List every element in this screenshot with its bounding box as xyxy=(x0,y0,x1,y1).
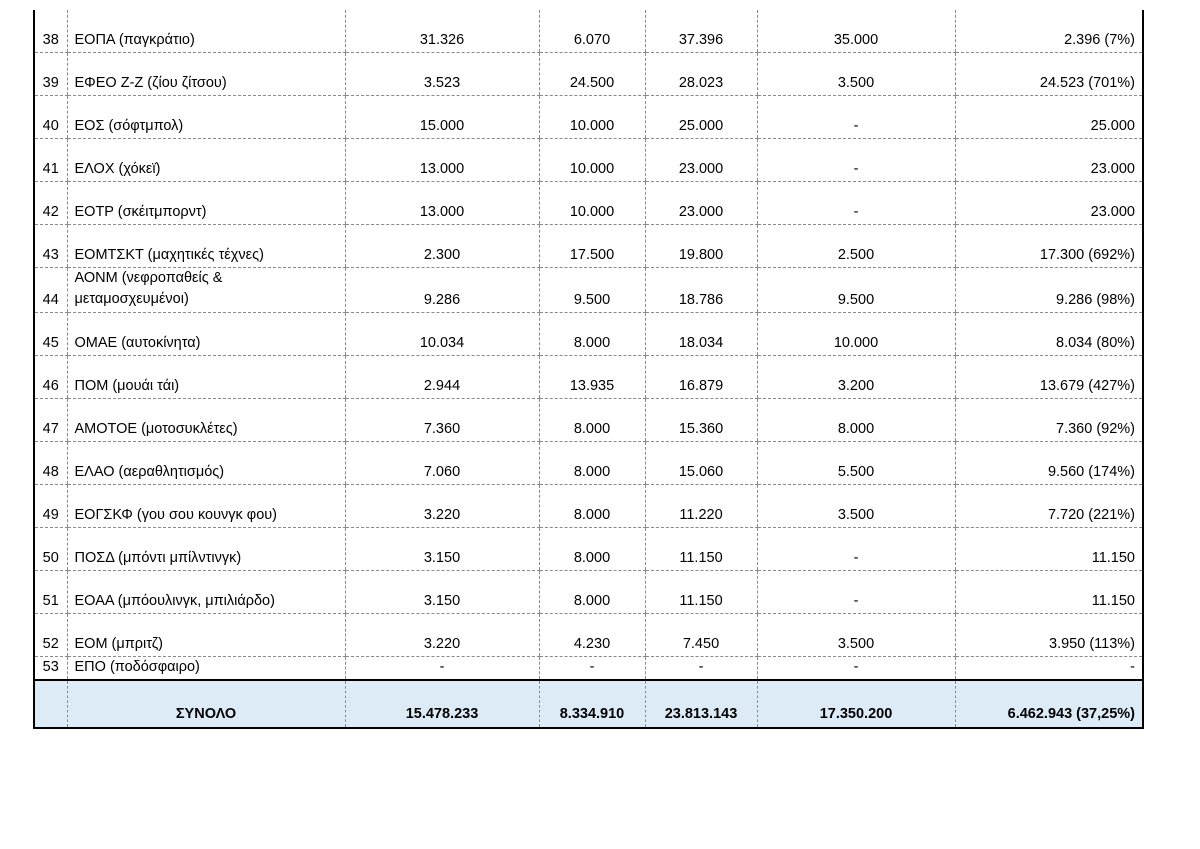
federation-name: ΑΜΟΤΟΕ (μοτοσυκλέτες) xyxy=(67,399,345,442)
row-number: 45 xyxy=(34,313,67,356)
table-row xyxy=(34,442,1143,485)
value-col-d: 3.500 xyxy=(757,53,955,96)
value-col-d: 5.500 xyxy=(757,442,955,485)
value-col-a: 3.220 xyxy=(345,485,539,528)
value-col-e: 9.560 (174%) xyxy=(955,442,1143,485)
value-col-b: 6.070 xyxy=(539,10,645,53)
table-row xyxy=(34,10,1143,53)
table-row xyxy=(34,313,1143,356)
value-col-b: 17.500 xyxy=(539,225,645,268)
table-row xyxy=(34,53,1143,96)
row-number: 49 xyxy=(34,485,67,528)
value-col-d: 2.500 xyxy=(757,225,955,268)
federation-name: ΕΛΟΧ (χόκεϊ) xyxy=(67,139,345,182)
value-col-d: 10.000 xyxy=(757,313,955,356)
table-row xyxy=(34,485,1143,528)
value-col-a: 7.360 xyxy=(345,399,539,442)
total-col-d: 17.350.200 xyxy=(757,680,955,728)
federation-name: ΕΟΤΡ (σκέιτμπορντ) xyxy=(67,182,345,225)
value-col-a: 3.150 xyxy=(345,528,539,571)
row-number: 48 xyxy=(34,442,67,485)
federation-name: ΕΦΕΟ Ζ-Ζ (ζίου ζίτσου) xyxy=(67,53,345,96)
table-row xyxy=(34,571,1143,614)
value-col-a: 2.300 xyxy=(345,225,539,268)
total-row xyxy=(34,680,1143,728)
value-col-d: 8.000 xyxy=(757,399,955,442)
value-col-e: 13.679 (427%) xyxy=(955,356,1143,399)
value-col-d: - xyxy=(757,657,955,681)
federation-name: ΑΟΝΜ (νεφροπαθείς & μεταμοσχευμένοι) xyxy=(67,268,345,313)
row-number: 50 xyxy=(34,528,67,571)
federation-name: ΠΟΣΔ (μπόντι μπίλντινγκ) xyxy=(67,528,345,571)
table-row xyxy=(34,96,1143,139)
value-col-c: 25.000 xyxy=(645,96,757,139)
value-col-c: 11.150 xyxy=(645,528,757,571)
value-col-c: 11.220 xyxy=(645,485,757,528)
value-col-a: 13.000 xyxy=(345,139,539,182)
table-row xyxy=(34,528,1143,571)
value-col-c: 11.150 xyxy=(645,571,757,614)
value-col-a: 7.060 xyxy=(345,442,539,485)
table-row xyxy=(34,614,1143,657)
value-col-b: 10.000 xyxy=(539,182,645,225)
row-number: 42 xyxy=(34,182,67,225)
value-col-c: 28.023 xyxy=(645,53,757,96)
value-col-e: 23.000 xyxy=(955,139,1143,182)
federation-name: ΕΟΓΣΚΦ (γου σου κουνγκ φου) xyxy=(67,485,345,528)
table-row xyxy=(34,139,1143,182)
row-number: 43 xyxy=(34,225,67,268)
value-col-c: 7.450 xyxy=(645,614,757,657)
value-col-d: - xyxy=(757,182,955,225)
value-col-c: 23.000 xyxy=(645,182,757,225)
value-col-b: 8.000 xyxy=(539,485,645,528)
row-number: 53 xyxy=(34,657,67,681)
federation-name: ΕΠΟ (ποδόσφαιρο) xyxy=(67,657,345,681)
value-col-e: 8.034 (80%) xyxy=(955,313,1143,356)
value-col-e: 7.720 (221%) xyxy=(955,485,1143,528)
value-col-d: 35.000 xyxy=(757,10,955,53)
row-number: 38 xyxy=(34,10,67,53)
value-col-a: - xyxy=(345,657,539,681)
value-col-e: 7.360 (92%) xyxy=(955,399,1143,442)
total-col-b: 8.334.910 xyxy=(539,680,645,728)
row-number: 51 xyxy=(34,571,67,614)
value-col-e: 9.286 (98%) xyxy=(955,268,1143,313)
value-col-d: 9.500 xyxy=(757,268,955,313)
value-col-d: 3.500 xyxy=(757,485,955,528)
federation-name: ΕΟΑΑ (μπόουλινγκ, μπιλιάρδο) xyxy=(67,571,345,614)
total-col-e: 6.462.943 (37,25%) xyxy=(955,680,1143,728)
row-number: 46 xyxy=(34,356,67,399)
total-col-a: 15.478.233 xyxy=(345,680,539,728)
value-col-c: - xyxy=(645,657,757,681)
federation-name: ΠΟΜ (μουάι τάι) xyxy=(67,356,345,399)
value-col-e: - xyxy=(955,657,1143,681)
spreadsheet-page xyxy=(33,10,1142,729)
value-col-e: 2.396 (7%) xyxy=(955,10,1143,53)
value-col-a: 2.944 xyxy=(345,356,539,399)
value-col-b: 8.000 xyxy=(539,442,645,485)
value-col-c: 16.879 xyxy=(645,356,757,399)
value-col-e: 11.150 xyxy=(955,571,1143,614)
value-col-a: 3.150 xyxy=(345,571,539,614)
value-col-e: 3.950 (113%) xyxy=(955,614,1143,657)
value-col-c: 19.800 xyxy=(645,225,757,268)
total-number-cell xyxy=(34,680,67,728)
table-row xyxy=(34,356,1143,399)
value-col-b: 8.000 xyxy=(539,399,645,442)
table-row xyxy=(34,225,1143,268)
value-col-a: 31.326 xyxy=(345,10,539,53)
value-col-b: 24.500 xyxy=(539,53,645,96)
value-col-c: 23.000 xyxy=(645,139,757,182)
value-col-d: 3.500 xyxy=(757,614,955,657)
row-number: 52 xyxy=(34,614,67,657)
value-col-d: - xyxy=(757,571,955,614)
federation-name: ΕΟΣ (σόφτμπολ) xyxy=(67,96,345,139)
value-col-b: 10.000 xyxy=(539,96,645,139)
value-col-d: - xyxy=(757,96,955,139)
row-number: 47 xyxy=(34,399,67,442)
value-col-d: 3.200 xyxy=(757,356,955,399)
row-number: 41 xyxy=(34,139,67,182)
value-col-e: 24.523 (701%) xyxy=(955,53,1143,96)
row-number: 44 xyxy=(34,268,67,313)
federation-budget-table xyxy=(33,10,1144,729)
total-col-c: 23.813.143 xyxy=(645,680,757,728)
table-row xyxy=(34,182,1143,225)
value-col-c: 37.396 xyxy=(645,10,757,53)
federation-name: ΟΜΑΕ (αυτοκίνητα) xyxy=(67,313,345,356)
value-col-b: 9.500 xyxy=(539,268,645,313)
value-col-e: 17.300 (692%) xyxy=(955,225,1143,268)
federation-name: ΕΟΜΤΣΚΤ (μαχητικές τέχνες) xyxy=(67,225,345,268)
total-label: ΣΥΝΟΛΟ xyxy=(67,680,345,728)
row-number: 40 xyxy=(34,96,67,139)
value-col-c: 18.786 xyxy=(645,268,757,313)
value-col-e: 11.150 xyxy=(955,528,1143,571)
value-col-c: 15.360 xyxy=(645,399,757,442)
value-col-b: 13.935 xyxy=(539,356,645,399)
table-body xyxy=(34,10,1143,728)
value-col-b: 8.000 xyxy=(539,571,645,614)
value-col-d: - xyxy=(757,139,955,182)
value-col-b: 8.000 xyxy=(539,313,645,356)
value-col-c: 18.034 xyxy=(645,313,757,356)
value-col-b: 10.000 xyxy=(539,139,645,182)
row-number: 39 xyxy=(34,53,67,96)
value-col-b: - xyxy=(539,657,645,681)
value-col-c: 15.060 xyxy=(645,442,757,485)
value-col-b: 8.000 xyxy=(539,528,645,571)
value-col-a: 3.523 xyxy=(345,53,539,96)
table-row xyxy=(34,657,1143,681)
value-col-a: 3.220 xyxy=(345,614,539,657)
value-col-a: 9.286 xyxy=(345,268,539,313)
value-col-d: - xyxy=(757,528,955,571)
table-row xyxy=(34,399,1143,442)
value-col-e: 25.000 xyxy=(955,96,1143,139)
value-col-a: 13.000 xyxy=(345,182,539,225)
value-col-a: 10.034 xyxy=(345,313,539,356)
federation-name: ΕΟΠΑ (παγκράτιο) xyxy=(67,10,345,53)
federation-name: ΕΟΜ (μπριτζ) xyxy=(67,614,345,657)
table-row xyxy=(34,268,1143,313)
value-col-e: 23.000 xyxy=(955,182,1143,225)
federation-name: ΕΛΑΟ (αεραθλητισμός) xyxy=(67,442,345,485)
value-col-b: 4.230 xyxy=(539,614,645,657)
value-col-a: 15.000 xyxy=(345,96,539,139)
